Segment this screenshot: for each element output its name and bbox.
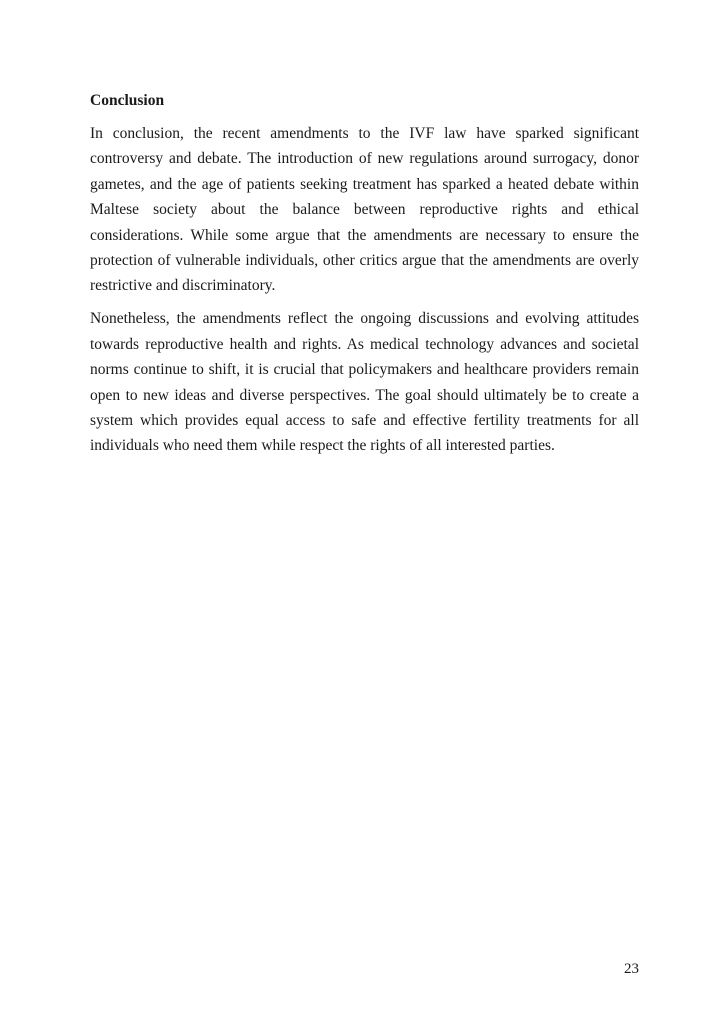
page-content	[90, 88, 639, 459]
paragraph-2: Nonetheless, the amendments reflect the ongoing discussions and evolving attitudes towards reproductive health and rights. As medical technology advances and societal norms continue to shift, it is crucial that policymakers and healthcare providers remain open to new ideas and diverse perspectives. The goal should ultimately be to create a system which provides equal access to safe and effective fertility treatments for all individuals who need them while respect the rights of all interested parties.	[90, 310, 639, 455]
section-heading: Conclusion	[90, 92, 165, 109]
paragraph-1: In conclusion, the recent amendments to the IVF law have sparked significant controversy and debate. The introduction of new regulations around surrogacy, donor gametes, and the age of patients seeking treatment has sparked a heated debate within Maltese society about the balance between reproductive rights and ethical considerations. While some argue that the amendments are necessary to ensure the protection of vulnerable individuals, other critics argue that the amendments are overly restrictive and discriminatory.	[90, 125, 639, 295]
page-number: 23	[624, 961, 639, 977]
